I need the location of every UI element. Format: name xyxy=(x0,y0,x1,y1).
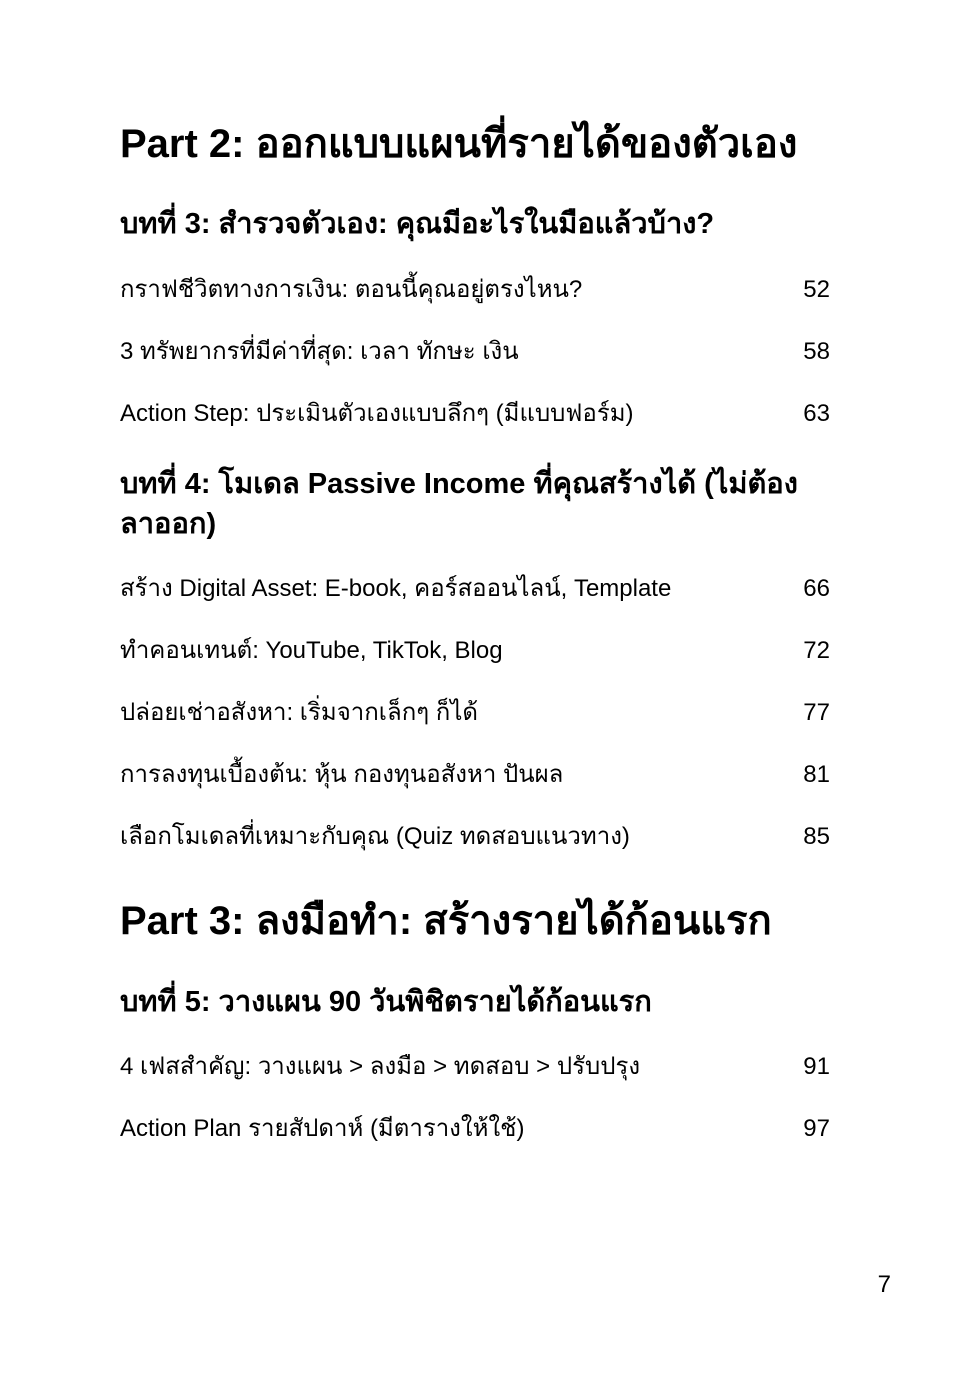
page-number: 7 xyxy=(877,1271,891,1298)
toc-entry[interactable] xyxy=(120,335,830,369)
toc-entry-page: 77 xyxy=(803,699,830,726)
toc-entry[interactable] xyxy=(120,634,830,668)
toc-entry-text: Action Plan รายสัปดาห์ (มีตารางให้ใช้) xyxy=(120,1115,525,1142)
toc-entry-text: Action Step: ประเมินตัวเองแบบลึกๆ (มีแบบฟอร์ม) xyxy=(120,400,634,427)
toc-entry-page: 97 xyxy=(803,1115,830,1142)
toc-entry-text: เลือกโมเดลที่เหมาะกับคุณ (Quiz ทดสอบแนวทาง) xyxy=(120,823,630,850)
chapter-5-title: บทที่ 5: วางแผน 90 วันพิชิตรายได้ก้อนแรก xyxy=(120,986,652,1018)
toc-entry-text: กราฟชีวิตทางการเงิน: ตอนนี้คุณอยู่ตรงไหน? xyxy=(120,276,583,303)
toc-entry-page: 66 xyxy=(803,575,830,602)
toc-entry[interactable] xyxy=(120,1112,830,1146)
toc-entry-page: 58 xyxy=(803,338,830,365)
toc-entry-text: ทำคอนเทนต์: YouTube, TikTok, Blog xyxy=(120,637,503,664)
toc-entry[interactable] xyxy=(120,696,830,730)
toc-entry[interactable] xyxy=(120,758,830,792)
part-2-title: Part 2: ออกแบบแผนที่รายได้ของตัวเอง xyxy=(120,122,798,166)
toc-entry[interactable] xyxy=(120,820,830,854)
toc-entry-page: 81 xyxy=(803,761,830,788)
toc-entry[interactable] xyxy=(120,1050,830,1084)
toc-entry[interactable] xyxy=(120,397,830,431)
toc-entry-page: 72 xyxy=(803,637,830,664)
toc-entry-text: 4 เฟสสำคัญ: วางแผน > ลงมือ > ทดสอบ > ปรับปรุง xyxy=(120,1053,641,1080)
toc-entry-text: การลงทุนเบื้องต้น: หุ้น กองทุนอสังหา ปันผล xyxy=(120,761,564,788)
toc-entry-text: สร้าง Digital Asset: E-book, คอร์สออนไลน์, Template xyxy=(120,575,672,602)
toc-entry-text: ปล่อยเช่าอสังหา: เริ่มจากเล็กๆ ก็ได้ xyxy=(120,699,478,726)
chapter-4-title: บทที่ 4: โมเดล Passive Income ที่คุณสร้างได้ (ไม่ต้องลาออก) xyxy=(120,468,798,540)
toc-entry-text: 3 ทรัพยากรที่มีค่าที่สุด: เวลา ทักษะ เงิน xyxy=(120,338,519,365)
toc-entry[interactable] xyxy=(120,572,830,606)
chapter-3-title: บทที่ 3: สำรวจตัวเอง: คุณมีอะไรในมือแล้วบ้าง? xyxy=(120,208,715,240)
toc-entry-page: 91 xyxy=(803,1053,830,1080)
part-3-title: Part 3: ลงมือทำ: สร้างรายได้ก้อนแรก xyxy=(120,899,772,943)
toc-entry-page: 52 xyxy=(803,276,830,303)
toc-entry[interactable] xyxy=(120,273,830,307)
toc-entry-page: 63 xyxy=(803,400,830,427)
toc-entry-page: 85 xyxy=(803,823,830,850)
